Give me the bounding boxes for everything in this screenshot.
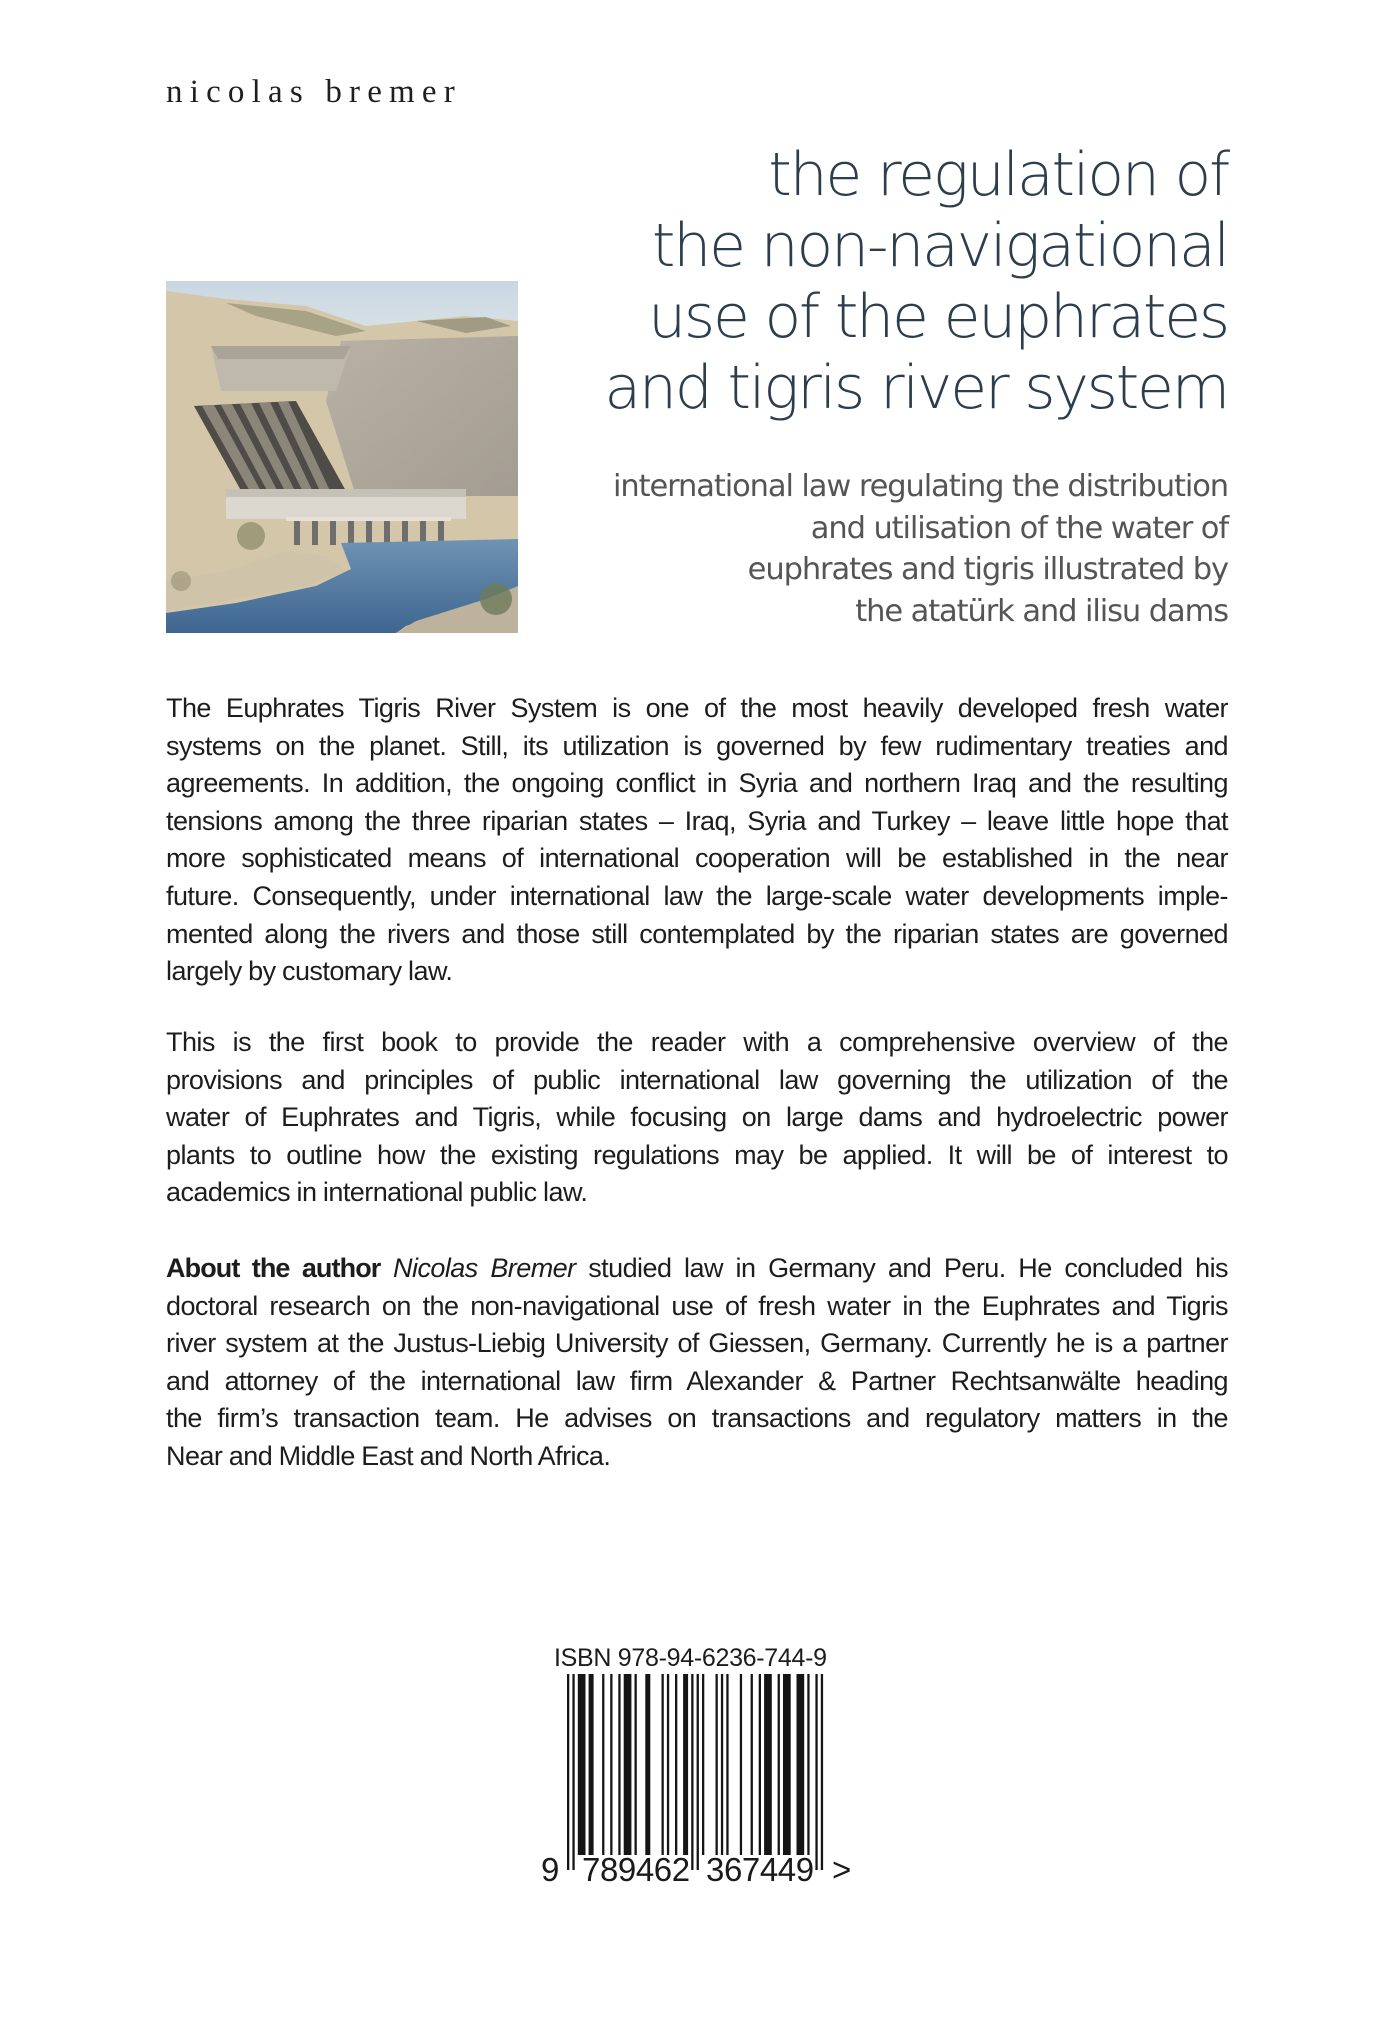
paragraph-line: mented along the rivers and those still contemplated by the riparian states are governed (166, 918, 1228, 949)
book-subtitle (508, 466, 1228, 632)
author-name-italic: Nicolas Bremer (393, 1253, 576, 1283)
barcode-bar (635, 1674, 637, 1855)
barcode-bar (716, 1674, 718, 1855)
barcode-bar (759, 1674, 761, 1855)
barcode-bar (751, 1674, 753, 1855)
title-line: use of the euphrates (648, 282, 1228, 352)
barcode-first-digit: 9 (541, 1851, 559, 1888)
paragraph-line: agreements. In addition, the ongoing conflict in Syria and northern Iraq and the resulting (166, 768, 1228, 799)
barcode-guard-bar (567, 1674, 569, 1870)
book-title (468, 140, 1228, 424)
barcode-guard-bar (572, 1674, 574, 1870)
barcode-bar (589, 1674, 594, 1855)
paragraph-line: doctoral research on the non-navigational use of fresh water in the Euphrates and Tigris (166, 1290, 1228, 1321)
paragraph-line: largely by customary law. (166, 956, 453, 987)
title-line: the non-navigational (651, 211, 1228, 281)
paragraph-line: the firm’s transaction team. He advises on transactions and regulatory matters in the (166, 1403, 1228, 1434)
paragraph-line: water of Euphrates and Tigris, while focusing on large dams and hydroelectric power (166, 1102, 1228, 1133)
barcode-bar (667, 1674, 669, 1855)
subtitle-line: international law regulating the distribution (612, 469, 1228, 504)
barcode-guard-bar (821, 1674, 823, 1870)
barcode-quiet-zone-marker: > (832, 1851, 851, 1888)
paragraph-line: more sophisticated means of international cooperation will be established in the near (166, 843, 1228, 874)
barcode-right-group: 367449 (706, 1851, 814, 1888)
paragraph-line: systems on the planet. Still, its utilization is governed by few rudimentary treaties and (166, 730, 1228, 761)
about-author-heading: About the author (166, 1253, 381, 1283)
barcode-bar (778, 1674, 780, 1855)
barcode-bar (624, 1674, 632, 1855)
isbn-label: ISBN 978-94-6236-744-9 (554, 1644, 827, 1672)
subtitle-line: the atatürk and ilisu dams (855, 593, 1228, 629)
barcode-bar (797, 1674, 805, 1855)
barcode-bar (675, 1674, 677, 1855)
paragraph-line: plants to outline how the existing regulations may be applied. It will be of interest to (166, 1139, 1228, 1170)
photo-dam (166, 281, 518, 633)
barcode-bar (740, 1674, 742, 1855)
barcode-guard-bar (691, 1674, 693, 1870)
description-paragraph-2 (166, 1024, 1228, 1212)
paragraph-line: academics in international public law. (166, 1177, 588, 1208)
barcode-bar (807, 1674, 809, 1855)
barcode-guard-bar (697, 1674, 699, 1870)
paragraph-line: river system at the Justus-Liebig University of Giessen, Germany. Currently he is a partner (166, 1328, 1228, 1359)
barcode-bar (764, 1674, 772, 1855)
paragraph-line: future. Consequently, under international law the large-scale water developments imple- (166, 880, 1228, 911)
barcode-left-group: 789462 (582, 1851, 690, 1888)
about-author-line-rest: studied law in Germany and Peru. He concluded his (588, 1253, 1228, 1283)
description-paragraph-1 (166, 690, 1228, 991)
barcode-bar (610, 1674, 612, 1855)
barcode-bar (726, 1674, 728, 1855)
about-author-paragraph (166, 1250, 1228, 1476)
subtitle-line: and utilisation of the water of (810, 510, 1228, 546)
paragraph-line: The Euphrates Tigris River System is one of the most heavily developed fresh water (166, 693, 1228, 723)
dam-photo-image (166, 281, 518, 633)
barcode-bar (602, 1674, 604, 1855)
paragraph-line: provisions and principles of public international law governing the utilization of the (166, 1064, 1228, 1095)
barcode-bar (662, 1674, 664, 1855)
title-line: and tigris river system (604, 353, 1228, 423)
barcode-bar (618, 1674, 620, 1855)
paragraph-line: Near and Middle East and North Africa. (166, 1440, 611, 1471)
title-line: the regulation of (768, 140, 1228, 210)
barcode-bar (645, 1674, 650, 1855)
barcode-guard-bar (815, 1674, 817, 1870)
barcode-bar (721, 1674, 723, 1855)
paragraph-line: tensions among the three riparian states – Iraq, Syria and Turkey – leave little hope that (166, 805, 1228, 836)
barcode-bar (578, 1674, 586, 1855)
subtitle-line: euphrates and tigris illustrated by (747, 552, 1228, 587)
paragraph-line: This is the first book to provide the reader with a comprehensive overview of the (166, 1027, 1228, 1057)
barcode-bar (702, 1674, 704, 1855)
barcode-bar (683, 1674, 688, 1855)
author-name-top: nicolas bremer (166, 74, 462, 110)
about-author-first-line (166, 1250, 1228, 1288)
paragraph-line: and attorney of the international law firm Alexander & Partner Rechtsanwälte heading (166, 1365, 1228, 1396)
barcode-bar (783, 1674, 791, 1855)
